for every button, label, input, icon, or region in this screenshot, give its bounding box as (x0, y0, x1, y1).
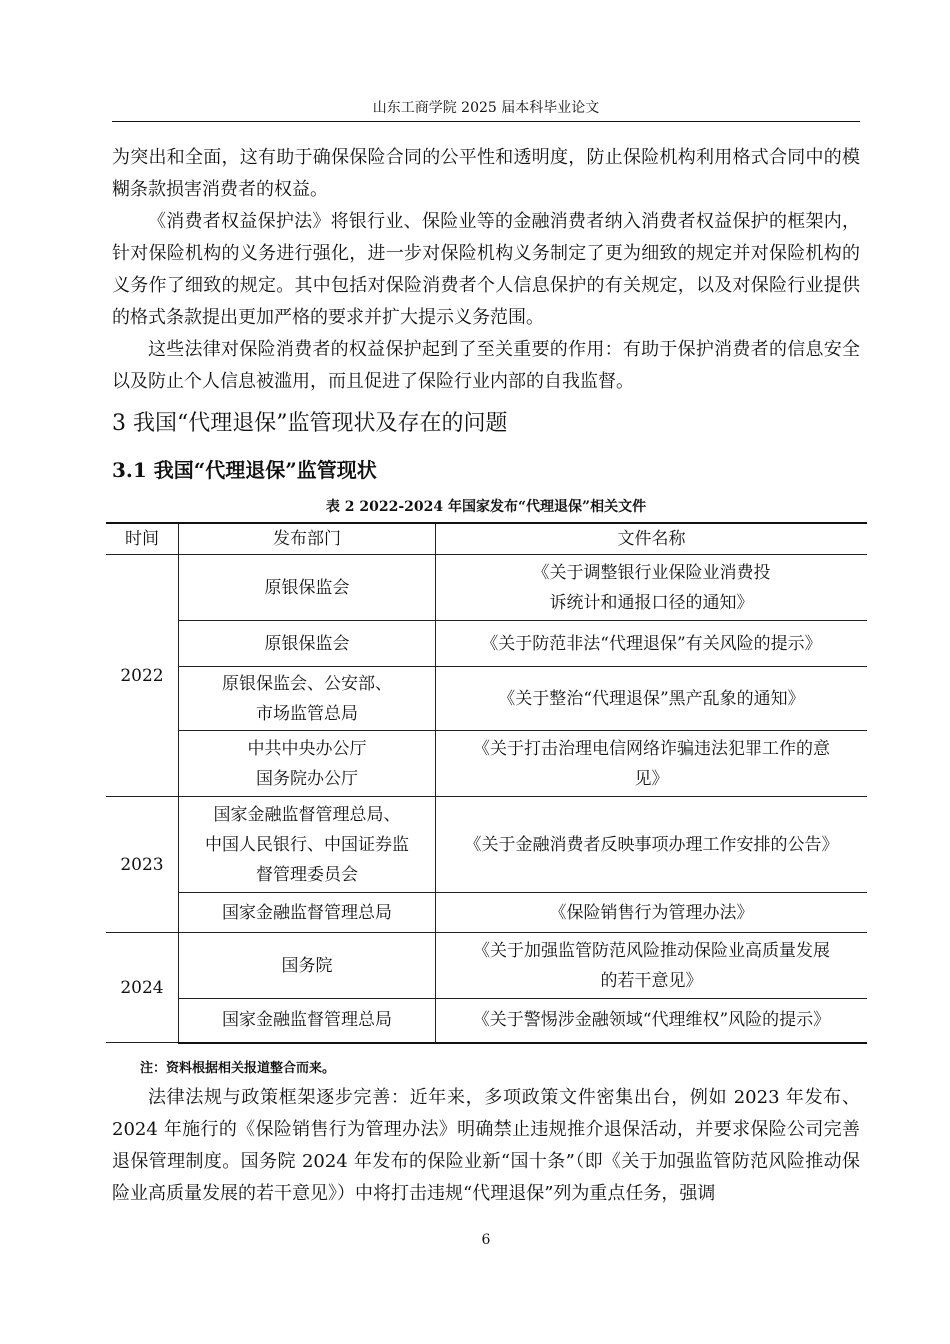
page-number: 6 (481, 1232, 491, 1248)
table-row (106, 797, 867, 893)
dept-cell: 中共中央办公厅 国务院办公厅 (179, 731, 436, 797)
doc-cell: 《关于打击治理电信网络诈骗违法犯罪工作的意 见》 (436, 731, 868, 797)
table-note: 注：资料根据相关报道整合而来。 (140, 1061, 336, 1076)
table-row (106, 621, 867, 667)
dept-cell: 国家金融监督管理总局、 中国人民银行、中国证券监 督管理委员会 (179, 797, 436, 893)
year-cell: 2023 (106, 797, 179, 933)
paragraph-4: 法律法规与政策框架逐步完善：近年来，多项政策文件密集出台，例如 2023 年发布、2024 年施行的《保险销售行为管理办法》明确禁止违规推介退保活动，并要求保险公司完善退保管理制度。国务院 2024 年发布的保险业新“国十条”（即《关于加强监管防范风险推动保险业高质量发展的若干意见》）中将打击违规“代理退保”列为重点任务，强调 (112, 1087, 860, 1204)
doc-cell: 《关于调整银行业保险业消费投 诉统计和通报口径的通知》 (436, 555, 868, 621)
header-cell-doc: 文件名称 (436, 523, 868, 555)
table-row (106, 933, 867, 999)
dept-cell: 原银保监会 (179, 555, 436, 621)
table-caption: 表 2 2022-2024 年国家发布“代理退保”相关文件 (325, 499, 647, 515)
table-row (106, 667, 867, 731)
doc-cell: 《关于防范非法“代理退保”有关风险的提示》 (436, 621, 868, 667)
doc-cell: 《关于警惕涉金融领域“代理维权”风险的提示》 (436, 999, 868, 1043)
table-row (106, 893, 867, 933)
table-row (106, 731, 867, 797)
paragraph-1: 为突出和全面，这有助于确保保险合同的公平性和透明度，防止保险机构利用格式合同中的模糊条款损害消费者的权益。 (112, 147, 860, 200)
paragraph-3: 这些法律对保险消费者的权益保护起到了至关重要的作用：有助于保护消费者的信息安全以及防止个人信息被滥用，而且促进了保险行业内部的自我监督。 (112, 339, 860, 392)
section-heading: 3 我国“代理退保”监管现状及存在的问题 (112, 411, 508, 436)
policy-documents-table (106, 522, 867, 1044)
year-cell: 2024 (106, 933, 179, 1043)
subsection-heading: 3.1 我国“代理退保”监管现状 (112, 458, 377, 482)
doc-cell: 《保险销售行为管理办法》 (436, 893, 868, 933)
running-header: 山东工商学院 2025 届本科毕业论文 (372, 100, 600, 116)
header-rule (112, 121, 860, 122)
dept-cell: 国家金融监督管理总局 (179, 999, 436, 1043)
header-cell-dept: 发布部门 (179, 523, 436, 555)
dept-cell: 国家金融监督管理总局 (179, 893, 436, 933)
doc-cell: 《关于整治“代理退保”黑产乱象的通知》 (436, 667, 868, 731)
dept-cell: 原银保监会 (179, 621, 436, 667)
header-cell-time: 时间 (106, 523, 179, 555)
dept-cell: 原银保监会、公安部、 市场监管总局 (179, 667, 436, 731)
doc-cell: 《关于加强监管防范风险推动保险业高质量发展 的若干意见》 (436, 933, 868, 999)
paragraph-2: 《消费者权益保护法》将银行业、保险业等的金融消费者纳入消费者权益保护的框架内，针对保险机构的义务进行强化，进一步对保险机构义务制定了更为细致的规定并对保险机构的义务作了细致的规定。其中包括对保险消费者个人信息保护的有关规定，以及对保险行业提供的格式条款提出更加严格的要求并扩大提示义务范围。 (112, 211, 860, 328)
table-row (106, 999, 867, 1043)
year-cell: 2022 (106, 555, 179, 797)
table-header-row (106, 523, 867, 555)
table-row (106, 555, 867, 621)
dept-cell: 国务院 (179, 933, 436, 999)
doc-cell: 《关于金融消费者反映事项办理工作安排的公告》 (436, 797, 868, 893)
